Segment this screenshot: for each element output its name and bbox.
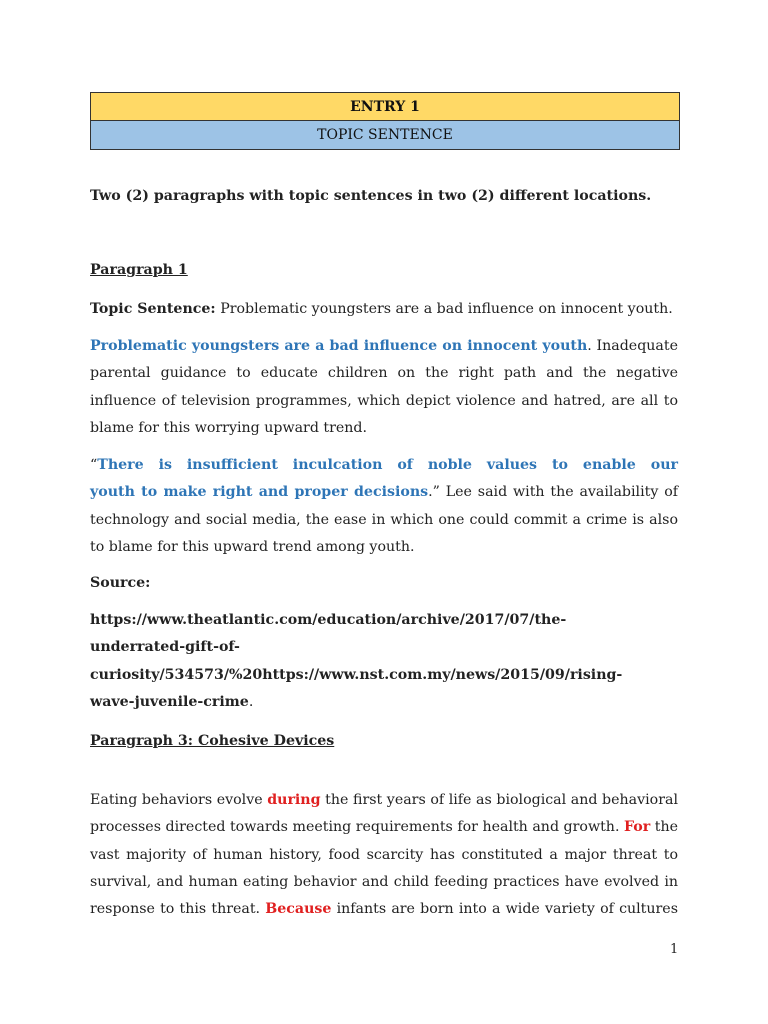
p3-line-3: vast majority of human history, food scarcity has constituted a major threat to [90,846,678,863]
url-end-period: . [248,693,254,710]
quote-line-2-rest: .” Lee said with the availability of [428,484,678,501]
page-number: 1 [670,942,679,957]
entry-label: ENTRY 1 [91,93,679,121]
source-url[interactable] [90,607,678,716]
p1-line-3: influence of television programmes, which depict violence and hatred, are all to [90,392,678,409]
cohesive-because: Because [265,901,332,918]
p3-line-4: survival, and human eating behavior and child feeding practices have evolved in [90,873,678,890]
quote-line-2 [90,479,678,506]
quote-highlight-1: There is insufficient inculcation of noble values to enable our [97,457,678,473]
paragraph1-body [90,333,678,442]
p3-l5-a: response to this threat. [90,901,266,918]
paragraph3-body [90,787,678,923]
url-line-2[interactable]: underrated-gift-of- [90,639,240,656]
p3-line-1 [90,787,678,814]
p3-l2-a: processes directed towards meeting requirements for health and growth. [90,819,624,836]
quote-line-4: to blame for this upward trend among youth. [90,538,415,555]
topic-sentence-line [90,296,678,323]
topic-sentence-text: Problematic youngsters are a bad influence on innocent youth. [220,301,673,317]
p3-l1-b: the first years of life as biological and behavioral [320,792,678,808]
entry-subtitle: TOPIC SENTENCE [91,121,679,149]
quote-paragraph [90,452,678,561]
quote-line-3: technology and social media, the ease in which one could commit a crime is also [90,511,678,528]
url-line-4[interactable] [90,689,678,716]
source-label: Source: [90,575,151,591]
topic-sentence-label: Topic Sentence: [90,301,216,317]
url-line-3[interactable]: curiosity/534573/%20https://www.nst.com.my/news/2015/09/rising- [90,666,623,683]
instruction-text: Two (2) paragraphs with topic sentences in two (2) different locations. [90,188,652,204]
p3-l5-b: infants are born into a wide variety of cultures [331,901,678,918]
quote-highlight-2: youth to make right and proper decisions [90,484,429,501]
p3-line-5 [90,896,678,923]
url-line-1[interactable]: https://www.theatlantic.com/education/archive/2017/07/the- [90,612,567,628]
p1-line-1-rest: . Inadequate [587,338,678,354]
paragraph3-heading: Paragraph 3: Cohesive Devices [90,733,335,749]
p3-line-2 [90,814,678,841]
cohesive-for: For [624,819,651,836]
quote-line-1 [90,452,678,479]
p1-line-4: blame for this worrying upward trend. [90,419,368,436]
entry-table [90,92,680,150]
cohesive-during: during [267,792,321,808]
paragraph1-heading: Paragraph 1 [90,262,188,278]
url-line-4-text[interactable]: wave-juvenile-crime [90,693,249,710]
p3-l2-b: the [650,819,679,836]
quote-open-mark: “ [90,457,98,473]
p3-l1-a: Eating behaviors evolve [90,792,268,808]
p1-line-2: parental guidance to educate children on the right path and the negative [90,365,678,382]
p1-topic-highlight: Problematic youngsters are a bad influence on innocent youth [90,338,588,354]
p1-line-1 [90,333,678,360]
